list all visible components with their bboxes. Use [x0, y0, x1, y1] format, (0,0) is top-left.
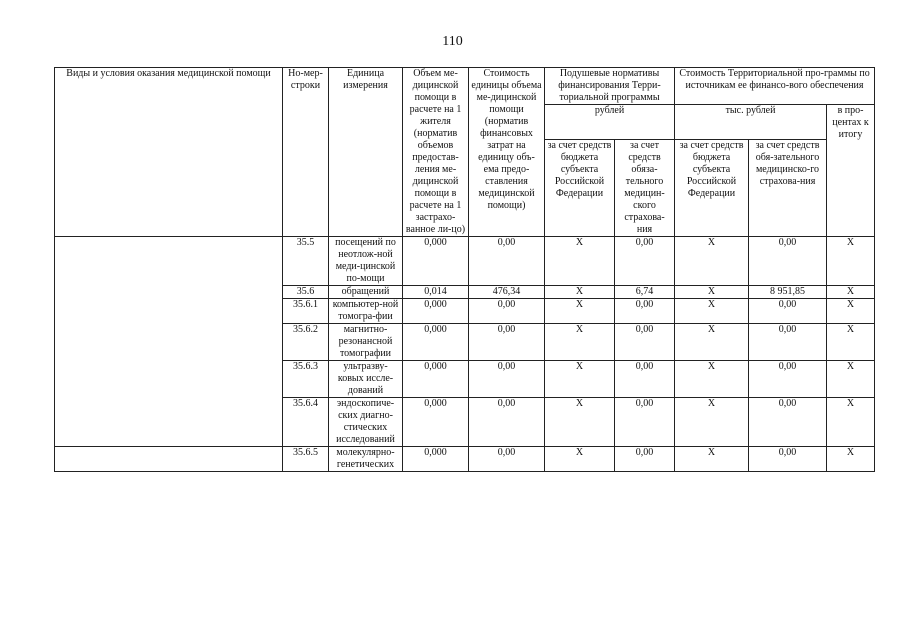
cell-percent: X [827, 398, 875, 447]
cell-unit: молекулярно-генетических [329, 447, 403, 472]
cell-unit: ультразву-ковых иссле-дований [329, 361, 403, 398]
header-kind: Виды и условия оказания медицинской помощи [55, 68, 283, 237]
cell-percent: X [827, 286, 875, 299]
cell-volume: 0,000 [403, 361, 469, 398]
header-pc-budget: за счет средств бюджета субъекта Российской Федерации [545, 140, 615, 237]
cell-volume: 0,000 [403, 324, 469, 361]
cell-total-budget: X [675, 286, 749, 299]
header-rubles: рублей [545, 105, 675, 140]
header-per-capita-group: Подушевые нормативы финансирования Терри-ториальной программы [545, 68, 675, 105]
table-row [55, 361, 875, 398]
cell-unit: посещений по неотлож-ной меди-цинской по-мощи [329, 237, 403, 286]
table-row [55, 237, 875, 286]
cell-unit: компьютер-ной томогра-фии [329, 299, 403, 324]
cell-line: 35.6.4 [283, 398, 329, 447]
cell-volume: 0,000 [403, 237, 469, 286]
cell-line: 35.6.1 [283, 299, 329, 324]
cell-percent: X [827, 361, 875, 398]
cell-total-budget: X [675, 447, 749, 472]
cell-total-budget: X [675, 398, 749, 447]
cell-cost: 0,00 [469, 299, 545, 324]
cell-total-oms: 8 951,85 [749, 286, 827, 299]
cell-line: 35.5 [283, 237, 329, 286]
cell-kind [55, 361, 283, 398]
table-row [55, 324, 875, 361]
header-total-budget: за счет средств бюджета субъекта Российской Федерации [675, 140, 749, 237]
cell-total-oms: 0,00 [749, 299, 827, 324]
header-unit-cost: Стоимость единицы объема ме-дицинской помощи (норматив финансовых затрат на единицу объ-ема предо-ставления медицинской помощи) [469, 68, 545, 237]
cell-pc-oms: 0,00 [615, 324, 675, 361]
table-row [55, 398, 875, 447]
page-number: 110 [442, 34, 463, 49]
cell-pc-oms: 0,00 [615, 299, 675, 324]
cell-pc-budget: X [545, 324, 615, 361]
cell-pc-oms: 0,00 [615, 237, 675, 286]
cell-cost: 0,00 [469, 324, 545, 361]
cell-percent: X [827, 447, 875, 472]
cell-total-oms: 0,00 [749, 398, 827, 447]
table-row [55, 447, 875, 472]
cell-pc-budget: X [545, 361, 615, 398]
table-row [55, 286, 875, 299]
header-percent-total: в про-центах к итогу [827, 105, 875, 237]
cell-total-budget: X [675, 324, 749, 361]
cell-cost: 0,00 [469, 237, 545, 286]
cell-unit: магнитно-резонансной томографии [329, 324, 403, 361]
header-total-oms: за счет средств обя-зательного медицинско-го страхова-ния [749, 140, 827, 237]
cell-kind [55, 324, 283, 361]
cell-line: 35.6.2 [283, 324, 329, 361]
cell-volume: 0,000 [403, 447, 469, 472]
cell-cost: 0,00 [469, 398, 545, 447]
cell-pc-oms: 6,74 [615, 286, 675, 299]
cell-kind [55, 286, 283, 299]
header-program-cost-group: Стоимость Территориальной про-граммы по источникам ее финансо-вого обеспечения [675, 68, 875, 105]
cell-total-budget: X [675, 237, 749, 286]
cell-volume: 0,014 [403, 286, 469, 299]
cell-pc-budget: X [545, 398, 615, 447]
cell-cost: 476,34 [469, 286, 545, 299]
cell-line: 35.6.3 [283, 361, 329, 398]
cell-volume: 0,000 [403, 398, 469, 447]
cell-percent: X [827, 299, 875, 324]
cell-kind [55, 398, 283, 447]
header-line-number: Но-мер-строки [283, 68, 329, 237]
cell-total-oms: 0,00 [749, 361, 827, 398]
cell-pc-oms: 0,00 [615, 447, 675, 472]
cell-line: 35.6 [283, 286, 329, 299]
cell-pc-budget: X [545, 447, 615, 472]
cell-unit: эндоскопиче-ских диагно-стических исследований [329, 398, 403, 447]
cell-pc-oms: 0,00 [615, 361, 675, 398]
cell-percent: X [827, 237, 875, 286]
table-row [55, 299, 875, 324]
header-pc-oms: за счет средств обяза-тельного медицин-ского страхова-ния [615, 140, 675, 237]
cell-total-oms: 0,00 [749, 324, 827, 361]
cell-total-budget: X [675, 299, 749, 324]
cell-unit: обращений [329, 286, 403, 299]
cell-volume: 0,000 [403, 299, 469, 324]
cell-percent: X [827, 324, 875, 361]
header-unit: Единица измерения [329, 68, 403, 237]
cell-cost: 0,00 [469, 447, 545, 472]
cell-total-budget: X [675, 361, 749, 398]
cell-total-oms: 0,00 [749, 237, 827, 286]
cell-cost: 0,00 [469, 361, 545, 398]
cell-pc-budget: X [545, 286, 615, 299]
cell-total-oms: 0,00 [749, 447, 827, 472]
financing-table [54, 67, 875, 472]
cell-line: 35.6.5 [283, 447, 329, 472]
cell-pc-budget: X [545, 299, 615, 324]
cell-kind [55, 237, 283, 286]
cell-pc-budget: X [545, 237, 615, 286]
header-thousand-rubles: тыс. рублей [675, 105, 827, 140]
cell-kind [55, 447, 283, 472]
cell-pc-oms: 0,00 [615, 398, 675, 447]
header-volume: Объем ме-дицинской помощи в расчете на 1 жителя (норматив объемов предостав-ления ме-дицинской помощи в расчете на 1 застрахо-ванное ли-цо) [403, 68, 469, 237]
cell-kind [55, 299, 283, 324]
